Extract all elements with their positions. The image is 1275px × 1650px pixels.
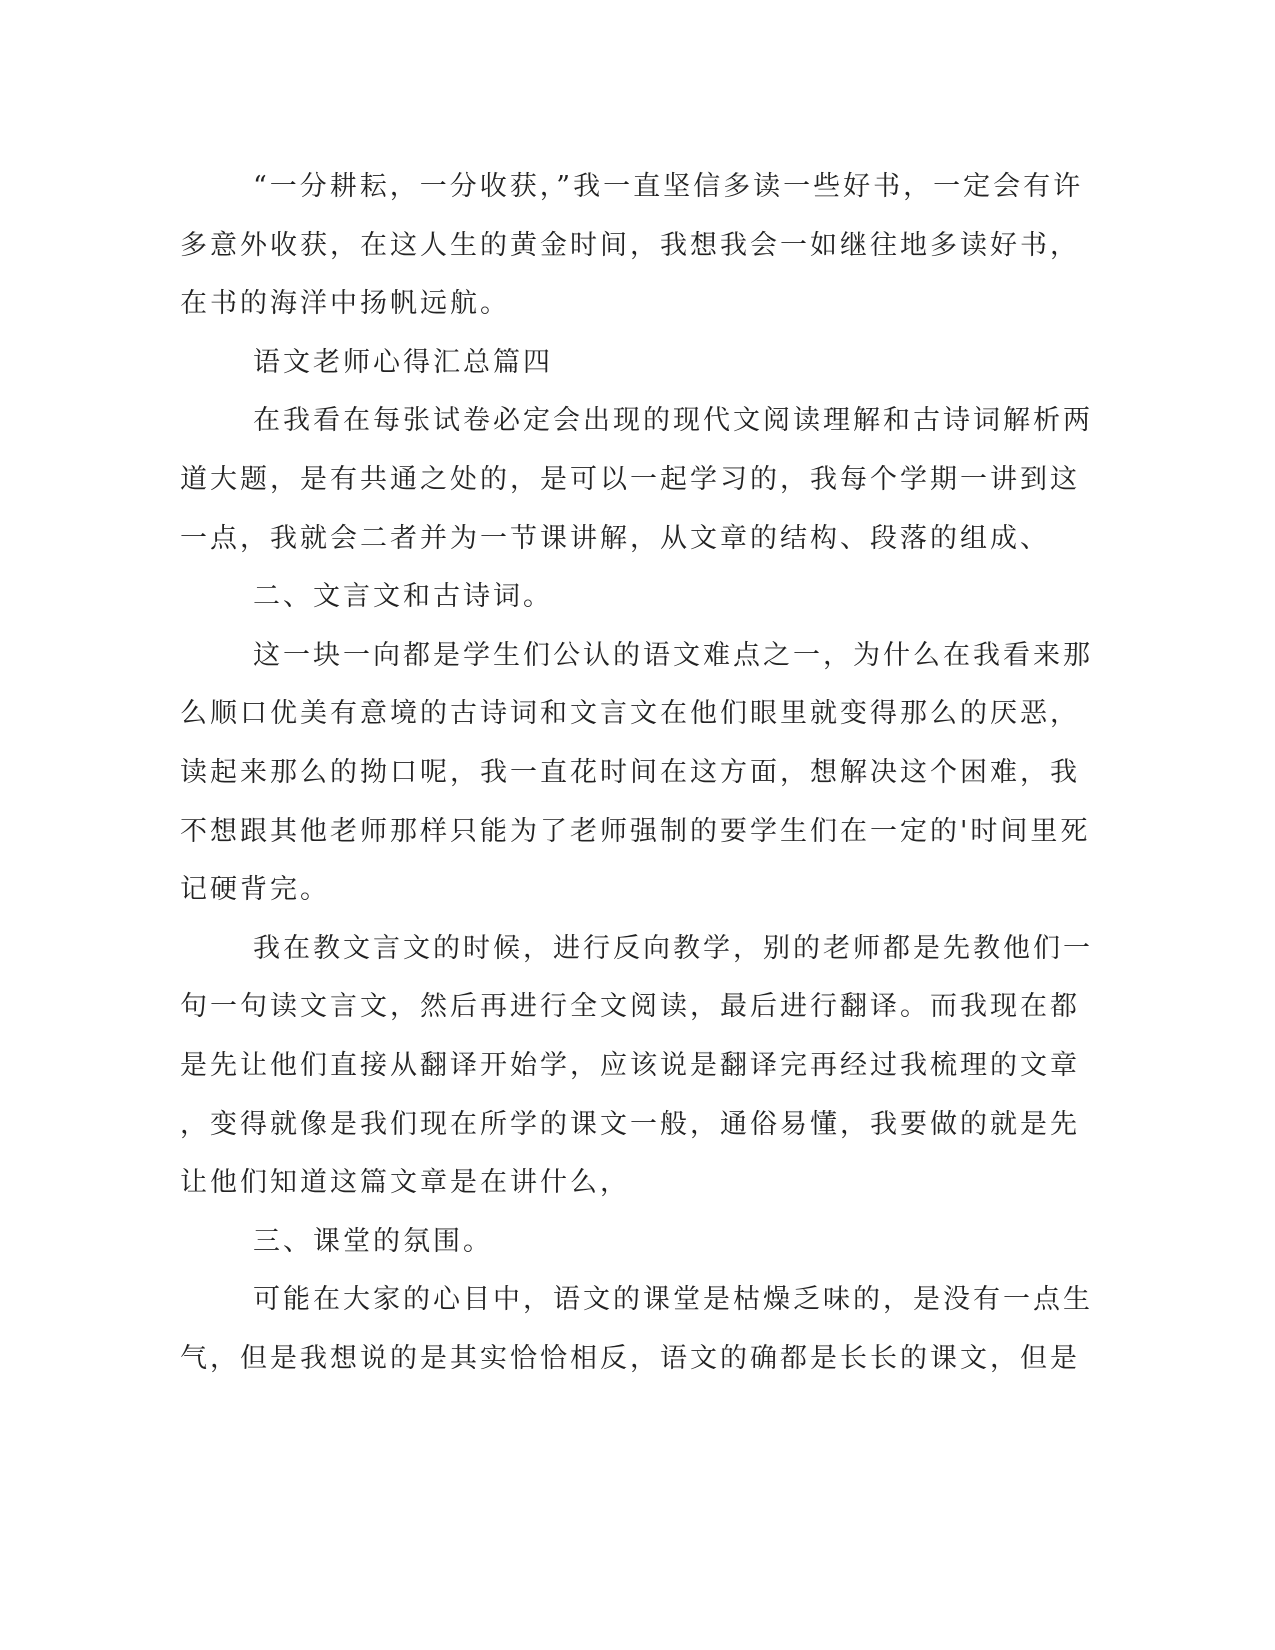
section-title: 语文老师心得汇总篇四: [253, 346, 553, 378]
text-line: 一点，我就会二者并为一节课讲解，从文章的结构、段落的组成、: [180, 522, 1050, 554]
paragraph-atmosphere: [180, 1271, 1093, 1388]
text-line: 句一句读文言文，然后再进行全文阅读，最后进行翻译。而我现在都: [180, 991, 1080, 1023]
text-line: 是先让他们直接从翻译开始学，应该说是翻译完再经过我梳理的文章: [180, 1049, 1080, 1081]
subheading-classical-chinese: [180, 568, 1030, 627]
paragraph-reverse-teaching: [180, 920, 1093, 1213]
document-body: [180, 158, 1093, 1388]
text-line: 在我看在每张试卷必定会出现的现代文阅读理解和古诗词解析两: [253, 405, 1093, 437]
text-line: 我在教文言文的时候，进行反向教学，别的老师都是先教他们一: [253, 932, 1093, 964]
text-line: 让他们知道这篇文章是在讲什么，: [180, 1167, 630, 1199]
text-line: 么顺口优美有意境的古诗词和文言文在他们眼里就变得那么的厌恶，: [180, 698, 1080, 730]
text-line: “一分耕耘，一分收获，”我一直坚信多读一些好书，一定会有许: [253, 171, 1084, 202]
text-line: 不想跟其他老师那样只能为了老师强制的要学生们在一定的'时间里死: [180, 815, 1091, 847]
text-line: ，变得就像是我们现在所学的课文一般，通俗易懂，我要做的就是先: [180, 1108, 1080, 1140]
paragraph-reading-comprehension: [180, 392, 1093, 568]
text-line: 读起来那么的拗口呢，我一直花时间在这方面，想解决这个困难，我: [180, 756, 1080, 788]
paragraph-difficulty: [180, 627, 1093, 920]
subheading-classroom-atmosphere: [180, 1213, 1030, 1272]
text-line: 道大题，是有共通之处的，是可以一起学习的，我每个学期一讲到这: [180, 463, 1080, 495]
text-line: 记硬背完。: [180, 874, 330, 906]
text-line: 可能在大家的心目中，语文的课堂是枯燥乏味的，是没有一点生: [253, 1284, 1093, 1316]
subheading-text: 二、文言文和古诗词。: [253, 581, 553, 613]
section-heading: [180, 334, 1030, 393]
subheading-text: 三、课堂的氛围。: [253, 1225, 493, 1257]
text-line: 多意外收获，在这人生的黄金时间，我想我会一如继往地多读好书，: [180, 229, 1080, 261]
text-line: 在书的海洋中扬帆远航。: [180, 288, 510, 320]
paragraph-harvest-quote: [180, 158, 1084, 334]
text-line: 这一块一向都是学生们公认的语文难点之一，为什么在我看来那: [253, 639, 1093, 671]
text-line: 气，但是我想说的是其实恰恰相反，语文的确都是长长的课文，但是: [180, 1342, 1080, 1374]
